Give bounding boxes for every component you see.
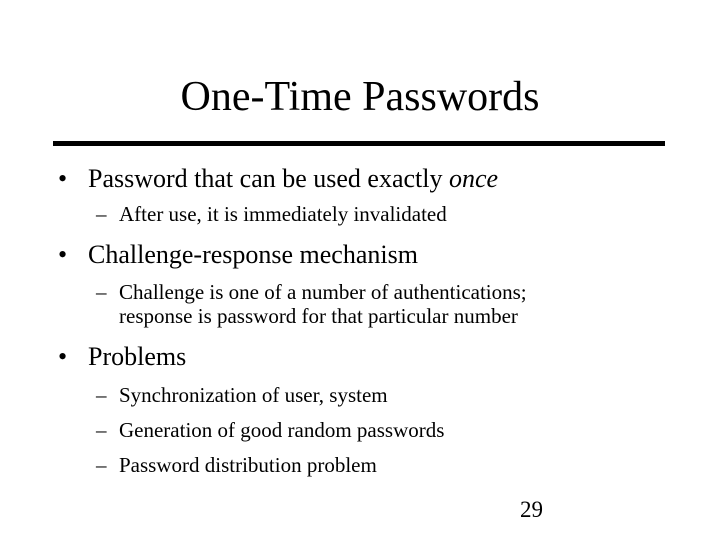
- bullet-emphasis: once: [449, 164, 499, 193]
- sub-bullet-text: Challenge is one of a number of authentications;: [119, 280, 527, 304]
- sub-bullet-item: [96, 280, 527, 328]
- bullet-text: Challenge-response mechanism: [88, 240, 418, 269]
- dash-marker: –: [96, 418, 107, 442]
- title-underline: [53, 141, 665, 146]
- bullet-marker: •: [58, 240, 68, 269]
- dash-marker: –: [96, 383, 107, 407]
- sub-bullet-item: [96, 383, 388, 407]
- dash-marker: –: [96, 280, 107, 304]
- sub-bullet-item: [96, 202, 447, 226]
- sub-bullet-text: Password distribution problem: [119, 453, 377, 477]
- slide-title: One-Time Passwords: [180, 74, 540, 120]
- sub-bullet-continuation: response is password for that particular number: [119, 304, 518, 328]
- bullet-text: Password that can be used exactly: [88, 164, 450, 193]
- sub-bullet-item: [96, 418, 444, 442]
- sub-bullet-text: Generation of good random passwords: [119, 418, 445, 442]
- page-number: 29: [520, 497, 543, 522]
- bullet-marker: •: [58, 342, 68, 371]
- sub-bullet-item: [96, 453, 377, 477]
- dash-marker: –: [96, 453, 107, 477]
- dash-marker: –: [96, 202, 107, 226]
- bullet-item: [58, 342, 186, 372]
- sub-bullet-text: Synchronization of user, system: [119, 383, 388, 407]
- bullet-text: Problems: [88, 342, 187, 371]
- bullet-item: [58, 240, 418, 270]
- bullet-marker: •: [58, 164, 68, 193]
- bullet-item: [58, 164, 498, 194]
- sub-bullet-text: After use, it is immediately invalidated: [119, 202, 447, 226]
